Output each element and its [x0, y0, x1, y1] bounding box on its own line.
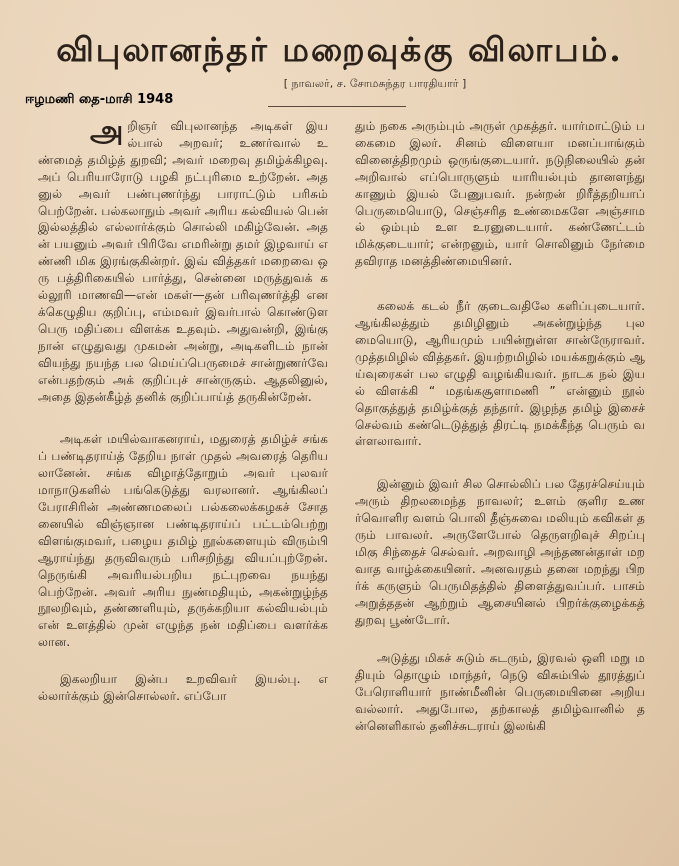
- paragraph-3: இகலறியா இன்ப உறவிவர் இயல்பு. எல்லார்க்கும் இன்சொல்லர். எப்போ: [38, 672, 328, 704]
- right-column: [355, 118, 645, 752]
- author-byline: [ நாவலர், ச. சோமசுந்தர பாரதியார் ]: [283, 77, 467, 90]
- paragraph-1: [38, 114, 328, 405]
- title-divider: [268, 106, 406, 107]
- article-title: விபுலானந்தர் மறைவுக்கு விலாபம்.: [56, 30, 623, 69]
- paragraph-1-text: றிஞர் விபுலானந்த அடிகள் இயல்பால் அறவர்; உணர்வால் உண்மைத் தமிழ்த் துறவி; அவர் மறைவு தமிழ்க்கிழவு. அப் பெரியாரோடு பழகி நட்புரிமை உற்றேன். அதனுல் அவர் பண்புணர்ந்து பாராட்டும் பரிசும் பெற்றேன். பல்கலாநும் அவர் அரிய கல்வியல் பென் இல்லத்தில் எல்லார்க்கும் சொல்லி மகிழ்வேன். அதன் பயனும் அவர் பிரிவே எமரின்று தமர் இழவாய் எண்ணி மிக இரங்குகின்றர். இவ் வித்தகர் மறைவை ஒரு பத்திரிகையில் பார்த்து, சென்னை மருத்துவக் கல்லூரி மாணவி—என் மகள்—தன் பரிவுணர்த்தி எனக்கெழுதிய குறிப்பு, எம்மவர் இவர்பால் கொண்டுள பெரு மதிப்பை விளக்க உதவும். அதுவன்றி, இங்கு நான் எழுதுவது முகமன் அன்று, அடிகளிடம் நான் வியந்து நயந்த பல மெய்ப்பெருமைச் சான்றுணர்வே என்பதற்கும் அக் குறிப்புச் சான்ருகும். ஆதலினுல், அதை இதன்கீழ்த் தனிக் குறிப்பாய்த் தருகின்றேன்.: [38, 119, 328, 404]
- paragraph-4: தும் நகை அரும்பும் அருள் முகத்தர். யார்மாட்டும் பகைமை இலர். சினம் விளையா மனப்பாங்கும் வினைத்திறமும் ஒருங்குடையார். நடுநிலையில் தன் அறிவால் எப்பொருளும் யாரியல்பும் தானளந்து காணும் இயல் பேணுபவர். நன்றன் றிரீத்தறியாப் பெருமையொடு, செஞ்சரித உண்மைகளே அஞ்சாமல் ஒம்பும் உள உரனுடையார். கண்ணேட்டம் மிக்குடையார்; என்றனும், யார் சொலினும் நேர்மை தவிராத மனத்திண்மையினர்.: [355, 119, 645, 269]
- paragraph-7: அடுத்து மிகச் சுடும் சுடரும், இரவல் ஒளி மறு மதியும் தொழும் மாந்தர், நெடு விசும்பில் தூரத்துப் பேரொளியார் நாண்மீனின் பெருமையினை அறிய வல்லார். அதுபோல, தற்காலத் தமிழ்வானில் தன்னெளிகால் தனிச்சுடராய் இலங்கி: [355, 651, 645, 734]
- paragraph-2: அடிகள் மயில்வாகனராய், மதுரைத் தமிழ்ச் சங்கப் பண்டிதராய்த் தேறிய நாள் முதல் அவரைத் தெரியலானேன். சங்க விழாத்தோறும் அவர் புலவர் மாநாடுகளில் பங்கெடுத்து வரலானர். ஆங்கிலப் பேராசிரின் அண்ணமலைப் பல்கலைக்கழகச் சோதனையில் விஞ்ஞான பண்டிதராய்ப் பட்டம்பெற்று விளங்குமவர், பழைய தமிழ் நூல்களையும் விரும்பி ஆராய்ந்து தருவிவரும் பரிசறிந்து வியப்புற்றேன். நெருங்கி அவரியல்பறிய நட்புறவை நயந்து பெற்றேன். அவர் அரிய நுண்மதியும், அகன்றுழ்ந்த நூலறிவும், தண்ணளியும், தருக்கறியா கல்வியல்பும் என் உளத்தில் முன் எழுந்த நன் மதிப்பை வளர்க்கலான.: [38, 432, 328, 650]
- left-column: [38, 114, 328, 722]
- issue-label: ஈழமணி தை-மாசி 1948: [25, 92, 174, 107]
- paragraph-5: கலைக் கடல் நீர் குடைவதிலே களிப்புடையார். ஆங்கிலத்தும் தமிழினும் அகன்றுழ்ந்த புலமையொடு, ஆரியமும் பயின்றுள்ள சான்ருேராவர். முத்தமிழில் வித்தகர். இயற்றமிழில் மயக்கறுக்கும் ஆய்வுரைகள் பல எழுதி வழங்கியவர். நாடக நல் இயல் விளக்கி “ மதங்கசூளாமணி ” என்னும் நூல் தொகுத்துத் தமிழ்க்குத் தந்தார். இழந்த தமிழ் இசைச் செல்வம் கண்டெடுத்துத் திரட்டி நமக்கீந்த பெரும் வள்ளலாவார்.: [355, 299, 645, 449]
- paragraph-6: இன்னும் இவர் சில சொல்லிப் பல தேரச்செய்யும் அரும் திறலமைந்த நாவலர்; உளம் குளிர உணர்வொளிர வளம் பொலி தீஞ்சுவை மலியும் கவிகள் தரும் பாவலர். அருளேபோல் தெருளறிவுச் சிறப்பு மிகு சிந்தைச் செல்வர். அறவாழி அந்தணன்தாள் மறவாத வாழ்க்கையினர். அனவரதம் தனை மறந்து பிறர்க் கருளும் பெருமிதத்தில் திளைத்துவப்பர். பாசம் அறுத்ததன் ஆற்றும் ஆசையினல் பிறர்க்குழைக்கத் துறவு பூண்டோர்.: [355, 477, 645, 627]
- drop-cap: அ: [90, 114, 124, 149]
